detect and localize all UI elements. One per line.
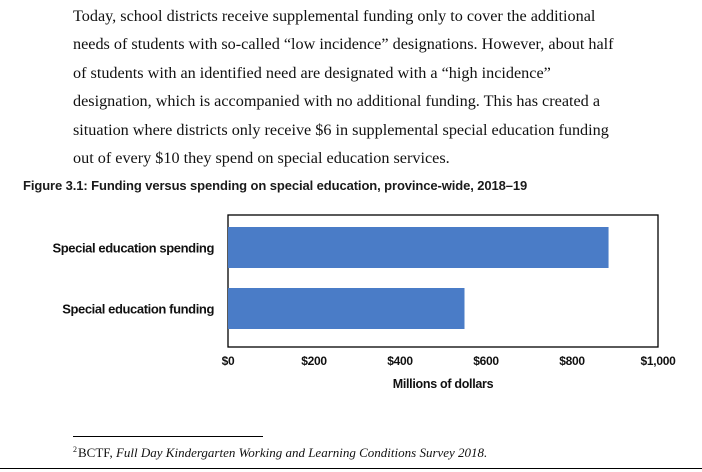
footnote-marker: 2 — [73, 445, 77, 454]
bar-chart — [0, 200, 702, 400]
footnote-source-title: Full Day Kindergarten Working and Learning Conditions Survey 2018. — [115, 445, 488, 460]
x-tick-label: $1,000 — [640, 354, 676, 368]
x-tick-label: $200 — [301, 354, 327, 368]
x-tick-label: $0 — [221, 354, 235, 368]
footnote-divider — [73, 436, 263, 437]
paragraph-line: needs of students with so-called “low incidence” designations. However, about half — [73, 35, 614, 54]
x-tick-label: $400 — [387, 354, 413, 368]
bar-special-education-spending — [228, 227, 609, 268]
bar-special-education-funding — [228, 288, 465, 329]
x-tick-label: $800 — [559, 354, 585, 368]
x-axis-title: Millions of dollars — [392, 377, 494, 391]
paragraph-line: situation where districts only receive $6 in supplemental special education funding — [73, 120, 609, 139]
page-bottom-rule — [0, 468, 702, 469]
paragraph-line: out of every $10 they spend on special education services. — [73, 149, 450, 168]
bar-label: Special education funding — [62, 301, 214, 317]
footnote — [73, 445, 487, 461]
paragraph-line: Today, school districts receive supplemental funding only to cover the additional — [73, 7, 596, 25]
bar-label: Special education spending — [52, 240, 214, 256]
footnote-prefix: BCTF, — [78, 445, 116, 460]
figure-title: Figure 3.1: Funding versus spending on special education, province-wide, 2018–19 — [23, 178, 528, 193]
paragraph-line: of students with an identified need are designated with a “high incidence” — [73, 63, 551, 82]
paragraph-line: designation, which is accompanied with no additional funding. This has created a — [73, 92, 601, 111]
x-tick-label: $600 — [473, 354, 499, 368]
body-paragraph — [73, 2, 673, 172]
